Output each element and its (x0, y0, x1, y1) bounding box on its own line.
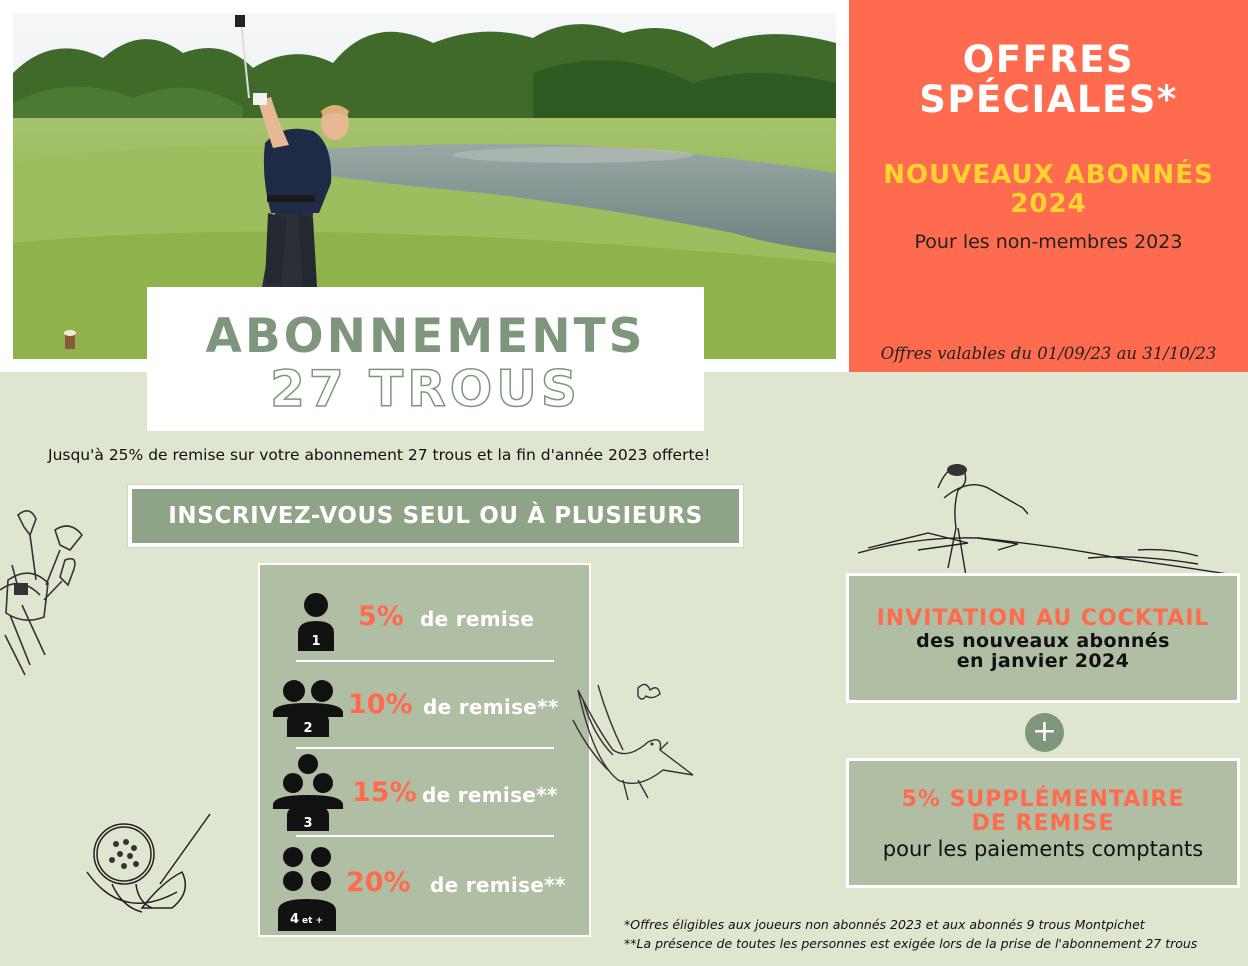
bird-sketch (568, 680, 698, 805)
extra-discount-line2: DE REMISE (971, 811, 1115, 836)
discount-row-4 (260, 843, 589, 931)
discount-row-3 (260, 753, 589, 841)
invitation-line2: en janvier 2024 (956, 650, 1130, 672)
discount-row-1 (260, 577, 589, 665)
golf-ball-sketch (82, 812, 217, 922)
offer-title-line1: OFFRES (962, 38, 1135, 81)
offer-audience: Pour les non-membres 2023 (914, 231, 1183, 253)
plus-icon: + (1025, 713, 1064, 752)
discount-label: de remise** (423, 695, 559, 719)
title-line1: ABONNEMENTS (205, 309, 646, 364)
people-badge: 2 (303, 721, 313, 736)
golfer-sketch (858, 458, 1240, 580)
new-subscribers-line1: NOUVEAUX ABONNÉS (883, 160, 1214, 190)
two-people-icon (273, 679, 343, 737)
golf-bag-sketch (0, 505, 95, 680)
discount-percent: 10% (348, 689, 413, 720)
row-divider (296, 660, 554, 662)
people-badge-suffix: et + (302, 916, 324, 926)
extra-discount-line1: 5% SUPPLÉMENTAIRE (901, 787, 1185, 812)
offer-validity: Offres valables du 01/09/23 au 31/10/23 (880, 344, 1217, 363)
offer-title-line2: SPÉCIALES* (919, 78, 1178, 121)
footnote-1: *Offres éligibles aux joueurs non abonnés 2023 et aux abonnés 9 trous Montpichet (624, 917, 1145, 932)
title-line2: 27 TROUS (270, 360, 581, 418)
discount-row-2 (260, 665, 589, 753)
new-subscribers-heading (849, 161, 1248, 219)
discount-percent: 20% (346, 867, 411, 898)
invitation-line1: des nouveaux abonnés (916, 630, 1170, 652)
people-badge: 3 (303, 816, 313, 831)
discount-percent: 15% (352, 777, 417, 808)
discount-label: de remise** (430, 873, 566, 897)
people-badge: 1 (311, 634, 321, 649)
row-divider (296, 747, 554, 749)
footnote-2: **La présence de toutes les personnes est exigée lors de la prise de l'abonnement 27 trous (624, 936, 1198, 951)
extra-discount-box (846, 758, 1240, 888)
new-subscribers-line2: 2024 (1010, 189, 1087, 219)
invitation-heading: INVITATION AU COCKTAIL (876, 606, 1210, 631)
discount-percent: 5% (358, 601, 404, 632)
intro-text: Jusqu'à 25% de remise sur votre abonnement 27 trous et la fin d'année 2023 offerte! (48, 446, 711, 464)
discount-label: de remise** (422, 783, 558, 807)
title-box (147, 287, 704, 431)
cocktail-invitation-box (846, 573, 1240, 703)
signup-banner: INSCRIVEZ-VOUS SEUL OU À PLUSIEURS (128, 485, 743, 547)
extra-discount-line3: pour les paiements comptants (882, 837, 1204, 861)
discount-label: de remise (420, 607, 535, 631)
person-icon (296, 591, 336, 651)
row-divider (296, 835, 554, 837)
people-badge: 4 (290, 912, 300, 927)
special-offer-panel (849, 0, 1248, 372)
offer-title (849, 40, 1248, 120)
discount-panel (258, 563, 591, 937)
four-people-icon (276, 845, 338, 931)
three-people-icon (273, 753, 343, 831)
